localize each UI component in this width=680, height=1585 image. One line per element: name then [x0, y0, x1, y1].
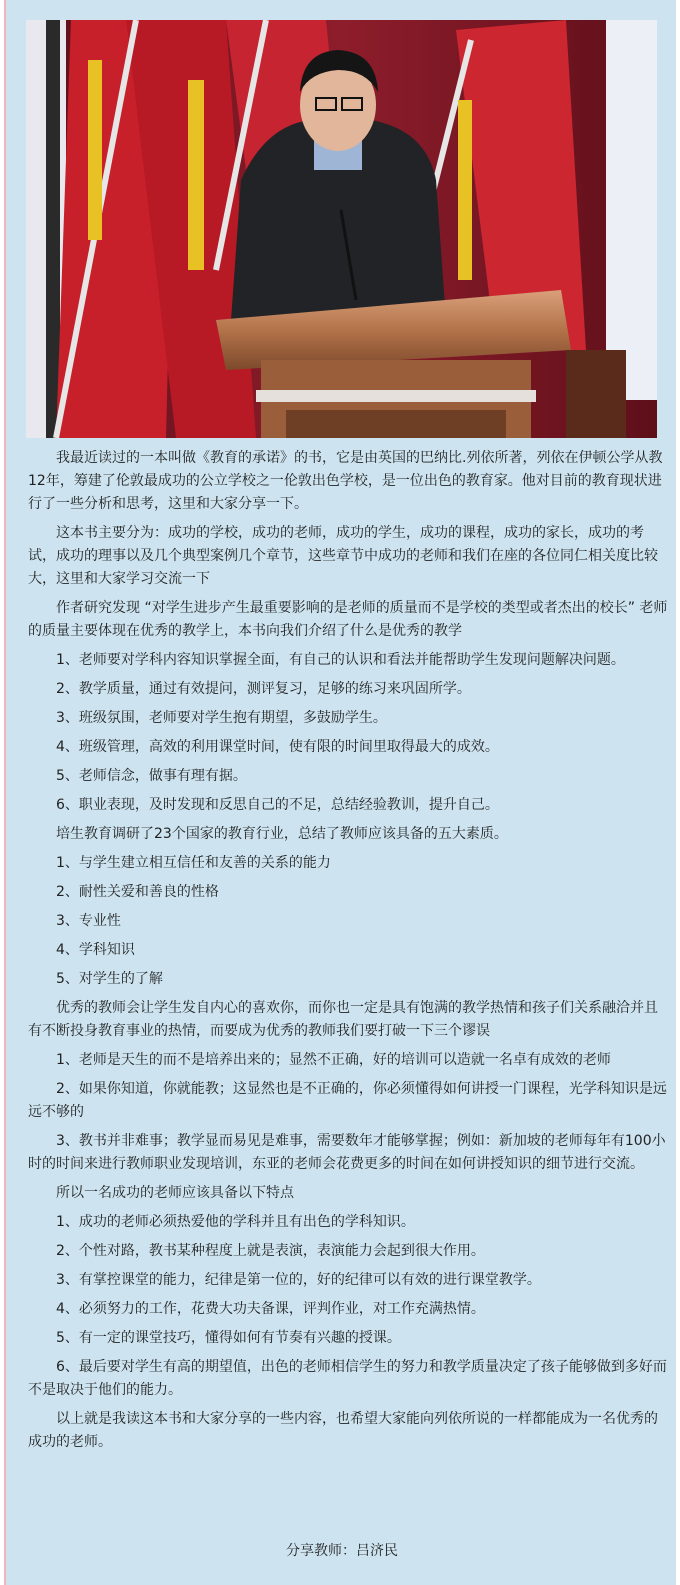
paragraph: 我最近读过的一本叫做《教育的承诺》的书，它是由英国的巴纳比.列依所著，列依在伊顿公学从教12年，筹建了伦敦最成功的公立学校之一伦敦出色学校，是一位出色的教育家。他对目前的教育现状进行了一些分析和思考，这里和大家分享一下。	[28, 450, 663, 512]
list-item: 3、专业性	[56, 913, 121, 929]
paragraph: 优秀的教师会让学生发自内心的喜欢你，而你也一定是具有饱满的教学热情和孩子们关系融洽并且有不断投身教育事业的热情，而要成为优秀的教师我们要打破一下三个谬误	[28, 1000, 658, 1039]
list-item: 6、最后要对学生有高的期望值，出色的老师相信学生的努力和教学质量决定了孩子能够做到多好而不是取决于他们的能力。	[28, 1359, 667, 1398]
article-body	[28, 447, 668, 1460]
paragraph: 作者研究发现 “对学生进步产生最重要影响的是老师的质量而不是学校的类型或者杰出的校长” 老师的质量主要体现在优秀的教学上，本书向我们介绍了什么是优秀的教学	[28, 600, 668, 639]
paragraph: 培生教育调研了23个国家的教育行业，总结了教师应该具备的五大素质。	[56, 826, 508, 842]
list-item: 4、学科知识	[56, 942, 135, 958]
list-item: 1、老师要对学科内容知识掌握全面，有自己的认识和看法并能帮助学生发现问题解决问题。	[56, 652, 625, 668]
paragraph: 这本书主要分为：成功的学校，成功的老师，成功的学生，成功的课程，成功的家长，成功的考试，成功的理事以及几个典型案例几个章节，这些章节中成功的老师和我们在座的各位同仁相关度比较大，这里和大家学习交流一下	[28, 525, 658, 587]
signature: 分享教师：吕济民	[286, 1543, 398, 1559]
list-item: 6、职业表现，及时发现和反思自己的不足，总结经验教训，提升自己。	[56, 797, 499, 813]
list-item: 3、有掌控课堂的能力，纪律是第一位的，好的纪律可以有效的进行课堂教学。	[56, 1272, 541, 1288]
list-item: 5、老师信念，做事有理有据。	[56, 768, 247, 784]
list-item: 4、班级管理，高效的利用课堂时间，使有限的时间里取得最大的成效。	[56, 739, 499, 755]
list-item: 3、教书并非难事；教学显而易见是难事，需要数年才能够掌握；例如：新加坡的老师每年有100小时的时间来进行教师职业发现培训，东亚的老师会花费更多的时间在如何讲授知识的细节进行交流。	[28, 1133, 666, 1172]
list-item: 5、对学生的了解	[56, 971, 163, 987]
list-item: 1、老师是天生的而不是培养出来的；显然不正确，好的培训可以造就一名卓有成效的老师	[56, 1052, 611, 1068]
list-item: 3、班级氛围，老师要对学生抱有期望，多鼓励学生。	[56, 710, 387, 726]
paragraph: 所以一名成功的老师应该具备以下特点	[56, 1185, 294, 1201]
speaker-photo	[26, 20, 657, 438]
list-item: 2、教学质量，通过有效提问，测评复习，足够的练习来巩固所学。	[56, 681, 471, 697]
list-item: 2、个性对路，教书某种程度上就是表演，表演能力会起到很大作用。	[56, 1243, 485, 1259]
paragraph: 以上就是我读这本书和大家分享的一些内容，也希望大家能向列依所说的一样都能成为一名优秀的成功的老师。	[28, 1411, 658, 1450]
speaker-at-podium-image	[26, 20, 657, 438]
list-item: 2、耐性关爱和善良的性格	[56, 884, 219, 900]
list-item: 1、与学生建立相互信任和友善的关系的能力	[56, 855, 331, 871]
list-item: 4、必须努力的工作，花费大功夫备课，评判作业，对工作充满热情。	[56, 1301, 485, 1317]
list-item: 1、成功的老师必须热爱他的学科并且有出色的学科知识。	[56, 1214, 415, 1230]
list-item: 2、如果你知道，你就能教；这显然也是不正确的，你必须懂得如何讲授一门课程，光学科知识是远远不够的	[28, 1081, 667, 1120]
list-item: 5、有一定的课堂技巧，懂得如何有节奏有兴趣的授课。	[56, 1330, 401, 1346]
article-page	[4, 0, 676, 1585]
